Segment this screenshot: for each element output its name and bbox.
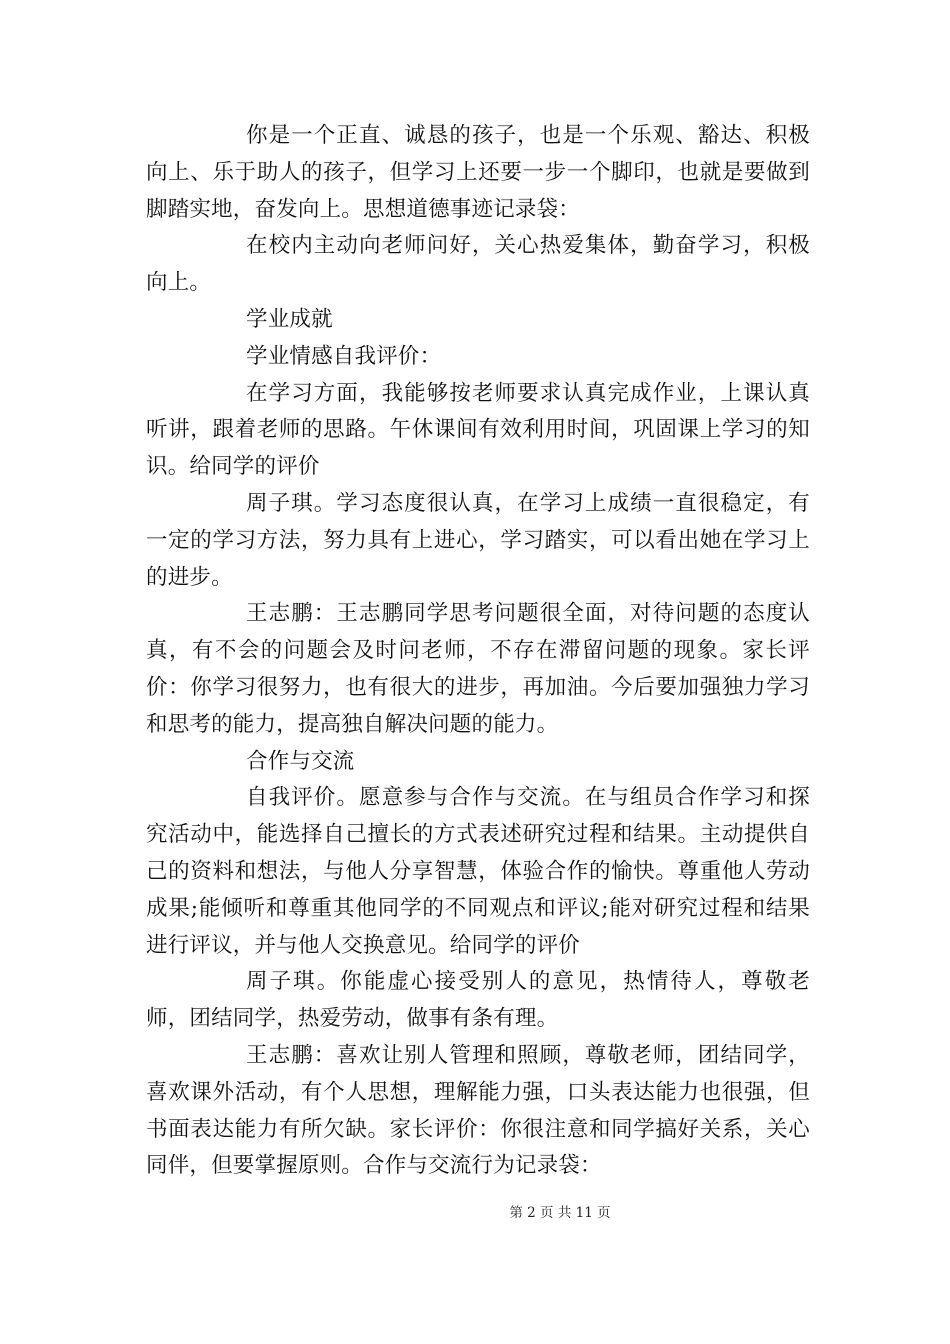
document-body	[146, 118, 810, 1185]
paragraph: 周子琪。你能虚心接受别人的意见，热情待人，尊敬老师，团结同学，热爱劳动，做事有条有理。	[146, 969, 810, 1032]
section-heading: 学业成就	[246, 306, 333, 332]
paragraph: 王志鹏：喜欢让别人管理和照顾，尊敬老师，团结同学，喜欢课外活动，有个人思想，理解能力强，口头表达能力也很强，但书面表达能力有所欠缺。家长评价：你很注意和同学搞好关系，关心同伴，但要掌握原则。合作与交流行为记录袋：	[146, 1042, 810, 1179]
subsection-heading: 学业情感自我评价：	[246, 343, 442, 369]
section-heading: 合作与交流	[246, 748, 355, 774]
paragraph: 自我评价。愿意参与合作与交流。在与组员合作学习和探究活动中，能选择自己擅长的方式表述研究过程和结果。主动提供自己的资料和想法，与他人分享智慧，体验合作的愉快。尊重他人劳动成果;能倾听和尊重其他同学的不同观点和评议;能对研究过程和结果进行评议，并与他人交换意见。给同学的评价	[146, 785, 810, 958]
page-number-footer: 第 2 页 共 11 页	[509, 1205, 611, 1221]
paragraph: 你是一个正直、诚恳的孩子，也是一个乐观、豁达、积极向上、乐于助人的孩子，但学习上还要一步一个脚印，也就是要做到脚踏实地，奋发向上。思想道德事迹记录袋：	[146, 123, 810, 222]
paragraph: 王志鹏：王志鹏同学思考问题很全面，对待问题的态度认真，有不会的问题会及时问老师，不存在滞留问题的现象。家长评价：你学习很努力，也有很大的进步，再加油。今后要加强独力学习和思考的能力，提高独自解决问题的能力。	[146, 601, 810, 737]
paragraph: 在学习方面，我能够按老师要求认真完成作业，上课认真听讲，跟着老师的思路。午休课间有效利用时间，巩固课上学习的知识。给同学的评价	[146, 380, 810, 480]
paragraph: 在校内主动向老师问好，关心热爱集体，勤奋学习，积极向上。	[146, 233, 810, 296]
paragraph: 周子琪。学习态度很认真，在学习上成绩一直很稳定，有一定的学习方法，努力具有上进心，学习踏实，可以看出她在学习上的进步。	[146, 490, 810, 590]
